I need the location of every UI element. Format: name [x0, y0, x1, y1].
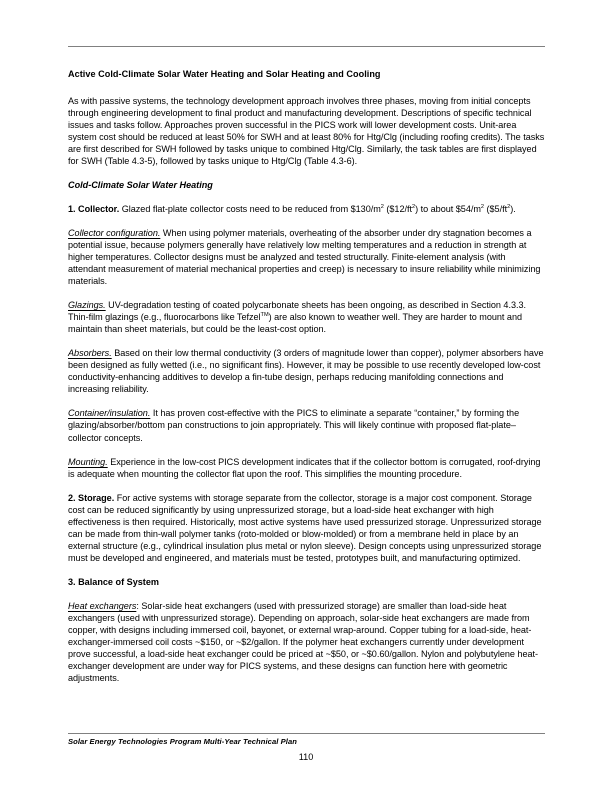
storage-paragraph [68, 492, 545, 564]
collector-text-1: Glazed flat-plate collector costs need to be reduced from $130/m [119, 203, 381, 214]
absorbers-paragraph [68, 347, 545, 395]
storage-text: For active systems with storage separate from the collector, storage is a major cost component. Storage cost can be reduced significantly by using unpressurized storage, but a load-side heat exchanger with high effectiveness is then required. Historically, most active systems have used pressurized storage. Unpressurized storage can be made from thin-wall polymer tanks (roto-molded or blow-molded) or from a membrane held in place by an external structure (e.g., cylindrical insulation plus metal or nylon sleeve). Design concepts using unpressurized storage must be developed and engineered, and materials must be tested, prototypes built, and manufacturing optimized. [68, 492, 542, 563]
collector-text-3: ) to about $54/m [415, 203, 481, 214]
footer-divider [68, 733, 545, 734]
glazings-text-before-tm: UV-degradation testing of coated polycarbonate sheets has been ongoing, as described in Section 4.3.3. Thin-film glazings (e.g., fluorocarbons like Tefzel [68, 300, 527, 323]
mounting-run-in: Mounting. [68, 456, 108, 467]
section-subheading: Cold-Climate Solar Water Heating [68, 179, 213, 190]
collector-sup-4: 2 [507, 203, 511, 210]
container-insulation-paragraph [68, 407, 545, 443]
container-insulation-text: It has proven cost-effective with the PICS to eliminate a separate “container,” by forming the glazing/absorber/bottom pan constructions to join appropriately. This will likely continue with proposed flat-plate–collector concepts. [68, 408, 520, 443]
collector-configuration-run-in: Collector configuration. [68, 227, 161, 238]
collector-sup-1: 2 [380, 203, 384, 210]
footer-running-title: Solar Energy Technologies Program Multi-Year Technical Plan [68, 737, 297, 746]
glazings-text-after-tm: ) are also known to weather well. They are harder to mount and maintain than sheet materials, but could be the least-cost option. [68, 312, 523, 335]
collector-number-label: 1. Collector. [68, 203, 120, 214]
absorbers-text: Based on their low thermal conductivity (3 orders of magnitude lower than copper), polymer absorbers have been designed as fully wetted (i.e., no significant fins). However, it may be possible to use recently developed low-cost conductivity-enhancing additives to develop a fin-tube design, perhaps reducing manifolding connections and increasing reliability. [68, 348, 544, 395]
glazings-paragraph [68, 299, 545, 335]
trademark-symbol: TM [260, 312, 269, 319]
mounting-paragraph [68, 456, 545, 480]
collector-configuration-paragraph [68, 227, 545, 287]
collector-text-2: ($12/ft [383, 203, 412, 214]
page-number: 110 [298, 752, 314, 762]
collector-paragraph [68, 203, 545, 215]
glazings-run-in: Glazings. [68, 300, 106, 311]
page-title: Active Cold-Climate Solar Water Heating and Solar Heating and Cooling [68, 69, 381, 79]
heat-exchangers-run-in: Heat exchangers [68, 601, 137, 611]
balance-of-system-heading: 3. Balance of System [68, 576, 159, 587]
collector-sup-2: 2 [412, 203, 416, 210]
collector-text-5: ). [510, 203, 516, 214]
header-divider [68, 46, 545, 47]
intro-paragraph: As with passive systems, the technology development approach involves three phases, moving from initial concepts through engineering development to final product and manufacturing development. Descriptions of specific technical issues and tasks follow. Approaches proven successful in the PICS work will lower development costs. Unit-area system cost should be reduced at least 50% for SWH and at least 80% for Htg/Clg (including roofing credits). The tasks are first described for SWH followed by tasks unique to combined Htg/Clg. Similarly, the task tables are first displayed for SWH (Table 4.3-5), followed by tasks unique to Htg/Clg (Table 4.3-6). [68, 95, 545, 166]
mounting-text: Experience in the low-cost PICS development indicates that if the collector bottom is corrugated, roof-drying is adequate when mounting the collector flat upon the roof. This simplifies the mounting procedure. [68, 456, 541, 479]
collector-text-4: ($5/ft [484, 203, 508, 214]
collector-configuration-text: When using polymer materials, overheating of the absorber under dry stagnation becomes a potential issue, because polymers generally have relatively low melting temperatures and a reduction in strength at higher temperatures. Collector designs must be analyzed and tested structurally. Finite-element analysis (with attendant measurement of material mechanical properties and creep) is necessary to insure reliability while minimizing materials. [68, 227, 541, 287]
page-content [68, 68, 545, 696]
storage-number-label: 2. Storage. [68, 492, 115, 503]
heat-exchangers-paragraph [68, 600, 545, 684]
container-insulation-run-in: Container/insulation. [68, 408, 151, 419]
absorbers-run-in: Absorbers. [68, 348, 112, 359]
collector-sup-3: 2 [480, 203, 485, 210]
heat-exchangers-text: : Solar-side heat exchangers (used with pressurized storage) are smaller than load-side heat exchangers (used with unpressurized storage). Depending on approach, solar-side heat exchangers are made from copper, with designs including immersed coil, bayonet, or external wrap-around. Copper tubing for a load-side, heat-exchanger-immersed coil costs ~$150, or ~$2/gallon. If the polymer heat exchangers currently under development prove successful, a load-side heat exchanger could be priced at ~$50, or ~$0.60/gallon. Nylon and polybutylene heat-exchanger development are under way for PICS systems, and these designs can function here with geometric adjustments. [68, 601, 539, 684]
